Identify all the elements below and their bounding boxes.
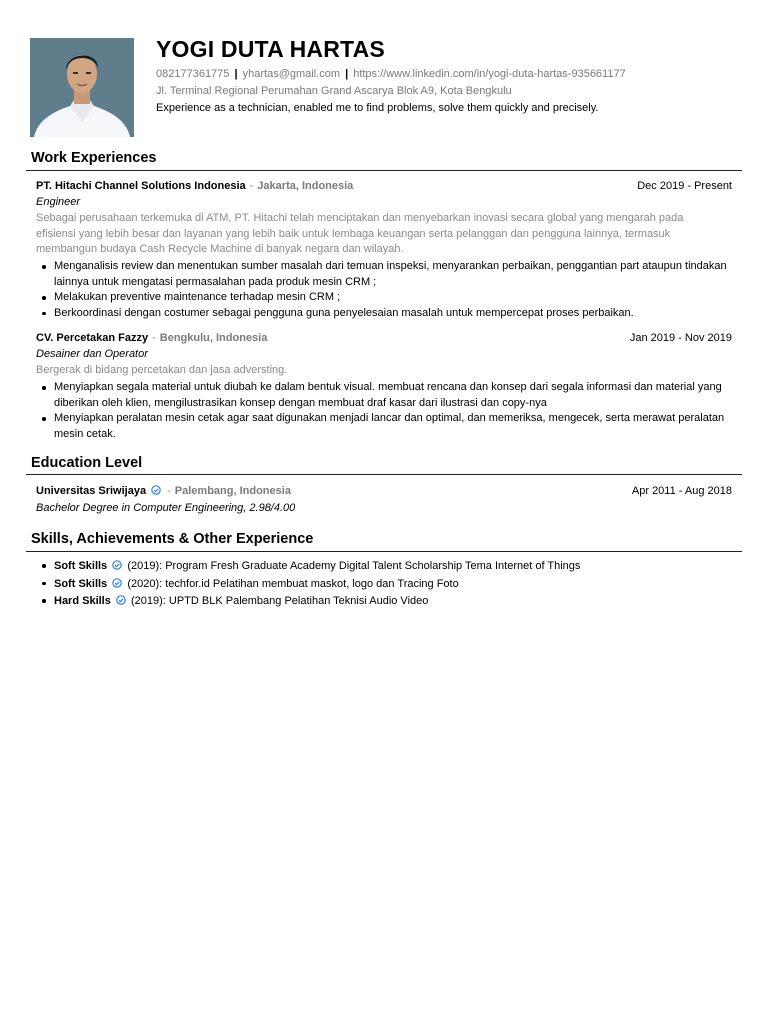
list-item: Menyiapkan peralatan mesin cetak agar saat digunakan menjadi lancar dan optimal, dan memeriksa, mengecek, serta merawat peralatan mesin cetak. <box>54 411 734 442</box>
separator-dash: - <box>152 332 156 344</box>
separator-dash: - <box>167 485 171 497</box>
company-name: PT. Hitachi Channel Solutions Indonesia <box>36 180 246 192</box>
list-item: Menyiapkan segala material untuk diubah ke dalam bentuk visual. membuat rencana dan konsep dari segala informasi dan material yang diberikan oleh klien, mengilustrasikan konsep dengan membuat draf kasar dari ilustrasi dan copy-nya <box>54 380 734 411</box>
section-title-skills: Skills, Achievements & Other Experience <box>31 531 314 547</box>
skill-detail: (2019): UPTD BLK Palembang Pelatihan Teknisi Audio Video <box>130 595 429 607</box>
list-item: Melakukan preventive maintenance terhadap mesin CRM ; <box>54 290 734 306</box>
section-divider <box>26 170 742 171</box>
candidate-name: YOGI DUTA HARTAS <box>156 36 385 62</box>
education-dates: Apr 2011 - Aug 2018 <box>631 485 732 497</box>
education-header <box>36 485 732 497</box>
job-header <box>36 180 732 192</box>
section-title-work: Work Experiences <box>31 150 157 166</box>
list-item: Berkoordinasi dengan costumer sebagai pengguna guna penyelesaian masalah untuk mempercepat proses perbaikan. <box>54 306 734 322</box>
skill-label: Hard Skills <box>54 595 111 607</box>
list-item <box>54 593 734 611</box>
verified-check-icon <box>112 578 122 588</box>
skill-label: Soft Skills <box>54 577 108 590</box>
job-bullets <box>54 380 734 442</box>
skill-detail: (2019): Program Fresh Graduate Academy Digital Talent Scholarship Tema Internet of Things <box>127 560 581 572</box>
job-location: Jakarta, Indonesia <box>257 180 354 192</box>
job-header <box>36 332 732 344</box>
email-link[interactable]: yhartas@gmail.com <box>242 68 340 80</box>
verified-check-icon <box>116 595 126 605</box>
job-location: Bengkulu, Indonesia <box>159 332 268 344</box>
degree: Bachelor Degree in Computer Engineering, 2.98/4.00 <box>36 502 296 514</box>
job-dates: Jan 2019 - Nov 2019 <box>629 332 732 344</box>
skills-list <box>54 558 734 611</box>
section-divider <box>26 474 742 475</box>
skill-detail: (2020): techfor.id Pelatihan membuat maskot, logo dan Tracing Foto <box>127 577 459 590</box>
linkedin-link[interactable]: https://www.linkedin.com/in/yogi-duta-hartas-935661177 <box>353 68 626 80</box>
section-divider <box>26 551 742 552</box>
separator: | <box>234 68 238 80</box>
contact-line <box>156 68 626 80</box>
school-name: Universitas Sriwijaya <box>36 485 147 497</box>
job-description: Bergerak di bidang percetakan dan jasa adversting. <box>36 364 288 376</box>
summary: Experience as a technician, enabled me to find problems, solve them quickly and precisely. <box>156 102 599 114</box>
company-name: CV. Percetakan Fazzy <box>36 332 149 344</box>
separator: | <box>345 68 349 80</box>
job-role: Engineer <box>36 196 81 208</box>
job-dates: Dec 2019 - Present <box>637 180 732 192</box>
school-location: Palembang, Indonesia <box>174 485 291 497</box>
job-bullets <box>54 259 734 321</box>
skill-label: Soft Skills <box>54 560 108 572</box>
profile-photo <box>30 38 134 137</box>
list-item: Menganalisis review dan menentukan sumber masalah dari temuan inspeksi, menyarankan perbaikan, penggantian part ataupun tindakan lainnya untuk mengatasi permasalahan pada produk mesin CRM ; <box>54 259 734 290</box>
verified-check-icon <box>112 560 122 570</box>
separator-dash: - <box>249 180 254 192</box>
phone-number: 082177361775 <box>156 68 230 80</box>
job-role: Desainer dan Operator <box>36 348 148 360</box>
address: Jl. Terminal Regional Perumahan Grand Ascarya Blok A9, Kota Bengkulu <box>156 85 512 97</box>
verified-check-icon <box>151 485 161 495</box>
section-title-education: Education Level <box>31 455 143 471</box>
list-item <box>54 576 734 594</box>
list-item <box>54 558 734 576</box>
job-description: Sebagai perusahaan terkemuka di ATM, PT. Hitachi telah menciptakan dan menyebarkan inovasi secara global yang mengarah pada efisiensi yang lebih besar dan layanan yang lebih baik untuk lembaga keuangan serta pelanggan dan pengguna lainnya, termasuk membangun budaya Cash Recycle Machine di banyak negara dan wilayah. <box>36 212 684 255</box>
